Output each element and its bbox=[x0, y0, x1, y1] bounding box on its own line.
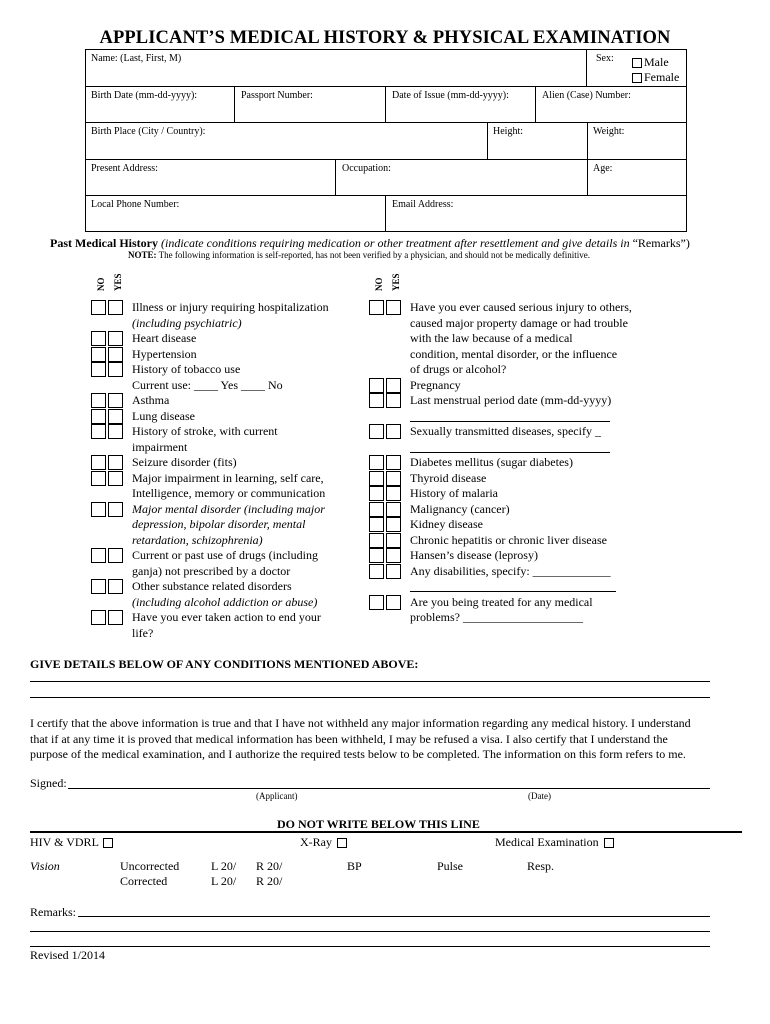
email-field[interactable]: Email Address: bbox=[392, 199, 454, 210]
right-no-checkbox-11[interactable] bbox=[369, 471, 384, 486]
xray-checkbox[interactable]: X-Ray bbox=[300, 835, 349, 850]
left-yes-checkbox-3[interactable] bbox=[108, 347, 123, 362]
right-yes-checkbox-12[interactable] bbox=[386, 486, 401, 501]
left-no-checkbox-2[interactable] bbox=[91, 331, 106, 346]
occupation-field[interactable]: Occupation: bbox=[342, 163, 391, 174]
right-yes-checkbox-17[interactable] bbox=[386, 564, 401, 579]
left-no-checkbox-4[interactable] bbox=[91, 362, 106, 377]
date-caption: (Date) bbox=[528, 791, 551, 801]
left-line-19: (including alcohol addiction or abuse) bbox=[132, 594, 318, 609]
weight-field[interactable]: Weight: bbox=[593, 126, 625, 137]
remarks-label: Remarks: bbox=[30, 905, 76, 919]
left-no-checkbox-13[interactable] bbox=[91, 502, 106, 517]
left-yes-checkbox-4[interactable] bbox=[108, 362, 123, 377]
male-checkbox[interactable]: Male bbox=[630, 55, 669, 70]
applicant-caption: (Applicant) bbox=[256, 791, 298, 801]
left-no-checkbox-11[interactable] bbox=[91, 471, 106, 486]
left-no-checkbox-8[interactable] bbox=[91, 424, 106, 439]
history-heading: Past Medical History (indicate conditions requiring medication or other treatment after resettlement and give details in “Remarks”) bbox=[50, 236, 690, 250]
left-no-checkbox-16[interactable] bbox=[91, 548, 106, 563]
right-yes-checkbox-19[interactable] bbox=[386, 595, 401, 610]
bp-label: BP bbox=[347, 859, 362, 873]
name-field[interactable]: Name: (Last, First, M) bbox=[91, 53, 182, 64]
right-no-checkbox-12[interactable] bbox=[369, 486, 384, 501]
female-checkbox[interactable]: Female bbox=[630, 70, 679, 85]
left-yes-checkbox-13[interactable] bbox=[108, 502, 123, 517]
right-line-0: Have you ever caused serious injury to others, bbox=[410, 300, 632, 314]
alien-number-field[interactable]: Alien (Case) Number: bbox=[542, 90, 631, 101]
details-heading: GIVE DETAILS BELOW OF ANY CONDITIONS MENTIONED ABOVE: bbox=[30, 657, 419, 671]
left-no-checkbox-7[interactable] bbox=[91, 409, 106, 424]
left-line-6: Asthma bbox=[132, 393, 170, 407]
right-line-20: problems? ____________________ bbox=[410, 610, 583, 624]
left-line-0: Illness or injury requiring hospitalization bbox=[132, 300, 329, 314]
right-yes-checkbox-0[interactable] bbox=[386, 300, 401, 315]
left-line-8: History of stroke, with current bbox=[132, 424, 278, 438]
left-line-17: ganja) not prescribed by a doctor bbox=[132, 563, 291, 578]
page-title: APPLICANT’S MEDICAL HISTORY & PHYSICAL EXAMINATION bbox=[99, 28, 671, 48]
right-yes-checkbox-15[interactable] bbox=[386, 533, 401, 548]
right-no-checkbox-16[interactable] bbox=[369, 548, 384, 563]
vision-label: Vision bbox=[30, 859, 60, 873]
left-line-21: life? bbox=[132, 625, 154, 640]
left-yes-checkbox-7[interactable] bbox=[108, 409, 123, 424]
left-no-checkbox-0[interactable] bbox=[91, 300, 106, 315]
right-line-12: History of malaria bbox=[410, 486, 498, 500]
left-line-11: Major impairment in learning, self care, bbox=[132, 470, 324, 485]
age-field[interactable]: Age: bbox=[593, 163, 613, 174]
right-line-5: Pregnancy bbox=[410, 377, 461, 392]
right-no-checkbox-13[interactable] bbox=[369, 502, 384, 517]
left-line-10: Seizure disorder (fits) bbox=[132, 455, 237, 469]
left-line-3: Hypertension bbox=[132, 346, 197, 361]
left-yes-checkbox-18[interactable] bbox=[108, 579, 123, 594]
left-line-1: (including psychiatric) bbox=[132, 315, 242, 330]
right-line-10: Diabetes mellitus (sugar diabetes) bbox=[410, 455, 573, 469]
left-no-checkbox-3[interactable] bbox=[91, 347, 106, 362]
right-yes-checkbox-16[interactable] bbox=[386, 548, 401, 563]
hiv-vdrl-checkbox[interactable]: HIV & VDRL bbox=[30, 835, 115, 850]
right-no-checkbox-8[interactable] bbox=[369, 424, 384, 439]
left-yes-checkbox-2[interactable] bbox=[108, 331, 123, 346]
left-yes-checkbox-11[interactable] bbox=[108, 471, 123, 486]
left-yes-checkbox-0[interactable] bbox=[108, 300, 123, 315]
right-eye-uncorrected[interactable]: R 20/ bbox=[256, 859, 283, 873]
right-yes-checkbox-11[interactable] bbox=[386, 471, 401, 486]
left-line-9: impairment bbox=[132, 439, 188, 454]
right-line-19: Are you being treated for any medical bbox=[410, 594, 593, 609]
left-no-checkbox-20[interactable] bbox=[91, 610, 106, 625]
left-line-7: Lung disease bbox=[132, 408, 195, 423]
yes-column-label-right: YES bbox=[391, 273, 401, 291]
right-no-checkbox-19[interactable] bbox=[369, 595, 384, 610]
passport-field[interactable]: Passport Number: bbox=[241, 90, 313, 101]
left-line-5: Current use: ____ Yes ____ No bbox=[132, 377, 283, 392]
right-no-checkbox-6[interactable] bbox=[369, 393, 384, 408]
left-line-20: Have you ever taken action to end your bbox=[132, 610, 321, 624]
right-no-checkbox-0[interactable] bbox=[369, 300, 384, 315]
right-eye-corrected[interactable]: R 20/ bbox=[256, 874, 283, 888]
left-yes-checkbox-10[interactable] bbox=[108, 455, 123, 470]
left-yes-checkbox-16[interactable] bbox=[108, 548, 123, 563]
resp-label: Resp. bbox=[527, 859, 554, 873]
corrected-label: Corrected bbox=[120, 874, 168, 888]
revision-label: Revised 1/2014 bbox=[30, 948, 105, 962]
yes-column-label: YES bbox=[113, 273, 123, 291]
right-yes-checkbox-13[interactable] bbox=[386, 502, 401, 517]
date-of-issue-field[interactable]: Date of Issue (mm-dd-yyyy): bbox=[392, 90, 509, 101]
right-yes-checkbox-10[interactable] bbox=[386, 455, 401, 470]
birth-date-field[interactable]: Birth Date (mm-dd-yyyy): bbox=[91, 90, 198, 101]
left-line-13: Major mental disorder (including major bbox=[132, 501, 325, 516]
remarks-line-1[interactable] bbox=[78, 916, 710, 917]
right-line-3: condition, mental disorder, or the influence bbox=[410, 346, 618, 361]
right-no-checkbox-5[interactable] bbox=[369, 378, 384, 393]
details-line-2[interactable] bbox=[30, 697, 710, 698]
left-eye-uncorrected[interactable]: L 20/ bbox=[211, 859, 237, 873]
remarks-line-2[interactable] bbox=[30, 931, 710, 932]
do-not-write-heading: DO NOT WRITE BELOW THIS LINE bbox=[277, 817, 480, 831]
right-no-checkbox-14[interactable] bbox=[369, 517, 384, 532]
left-yes-checkbox-6[interactable] bbox=[108, 393, 123, 408]
left-no-checkbox-10[interactable] bbox=[91, 455, 106, 470]
address-field[interactable]: Present Address: bbox=[91, 163, 158, 174]
right-yes-checkbox-5[interactable] bbox=[386, 378, 401, 393]
signed-label: Signed: bbox=[30, 776, 67, 790]
left-line-16: Current or past use of drugs (including bbox=[132, 548, 318, 562]
signature-line[interactable] bbox=[68, 788, 710, 789]
pulse-label: Pulse bbox=[437, 859, 464, 873]
phone-field[interactable]: Local Phone Number: bbox=[91, 199, 180, 210]
right-yes-checkbox-14[interactable] bbox=[386, 517, 401, 532]
details-line-1[interactable] bbox=[30, 681, 710, 682]
birth-place-field[interactable]: Birth Place (City / Country): bbox=[91, 126, 206, 137]
right-line-11: Thyroid disease bbox=[410, 470, 487, 485]
right-line-8: Sexually transmitted diseases, specify _ bbox=[410, 424, 601, 438]
right-line-4: of drugs or alcohol? bbox=[410, 362, 507, 376]
right-line-2: with the law because of a medical bbox=[410, 331, 573, 345]
left-line-4: History of tobacco use bbox=[132, 362, 241, 376]
right-line-13: Malignancy (cancer) bbox=[410, 501, 510, 516]
right-line-17: Any disabilities, specify: _____________ bbox=[410, 563, 611, 578]
right-line-1: caused major property damage or had trouble bbox=[410, 315, 628, 330]
uncorrected-label: Uncorrected bbox=[120, 859, 180, 873]
sex-label: Sex: bbox=[596, 53, 614, 64]
right-line-16: Hansen’s disease (leprosy) bbox=[410, 548, 538, 562]
left-line-15: retardation, schizophrenia) bbox=[132, 532, 263, 547]
height-field[interactable]: Height: bbox=[493, 126, 523, 137]
left-yes-checkbox-20[interactable] bbox=[108, 610, 123, 625]
certification-text: I certify that the above information is true and that I have not withheld any major information regarding any medical history. I understand that if at any time it is proved that medical information has been withheld, I may be refused a visa. I also certify that I understand the purpose of the medical examination, and I authorize the required tests below to be completed. The information on this form refers to me. bbox=[30, 716, 691, 761]
left-line-18: Other substance related disorders bbox=[132, 579, 292, 593]
medical-exam-checkbox[interactable]: Medical Examination bbox=[495, 835, 616, 850]
history-note: NOTE: The following information is self-reported, has not been verified by a physician, and should not be medically definitive. bbox=[128, 250, 590, 260]
right-no-checkbox-10[interactable] bbox=[369, 455, 384, 470]
right-line-15: Chronic hepatitis or chronic liver disease bbox=[410, 532, 607, 547]
right-yes-checkbox-6[interactable] bbox=[386, 393, 401, 408]
no-column-label: NO bbox=[96, 277, 106, 291]
left-line-2: Heart disease bbox=[132, 331, 197, 345]
no-column-label-right: NO bbox=[374, 277, 384, 291]
remarks-line-3[interactable] bbox=[30, 946, 710, 947]
left-line-14: depression, bipolar disorder, mental bbox=[132, 517, 306, 531]
right-yes-checkbox-8[interactable] bbox=[386, 424, 401, 439]
left-no-checkbox-18[interactable] bbox=[91, 579, 106, 594]
right-line-6: Last menstrual period date (mm-dd-yyyy) bbox=[410, 393, 612, 407]
left-yes-checkbox-8[interactable] bbox=[108, 424, 123, 439]
right-no-checkbox-15[interactable] bbox=[369, 533, 384, 548]
right-line-14: Kidney disease bbox=[410, 517, 483, 531]
right-no-checkbox-17[interactable] bbox=[369, 564, 384, 579]
left-no-checkbox-6[interactable] bbox=[91, 393, 106, 408]
left-line-12: Intelligence, memory or communication bbox=[132, 486, 326, 500]
left-eye-corrected[interactable]: L 20/ bbox=[211, 874, 237, 888]
